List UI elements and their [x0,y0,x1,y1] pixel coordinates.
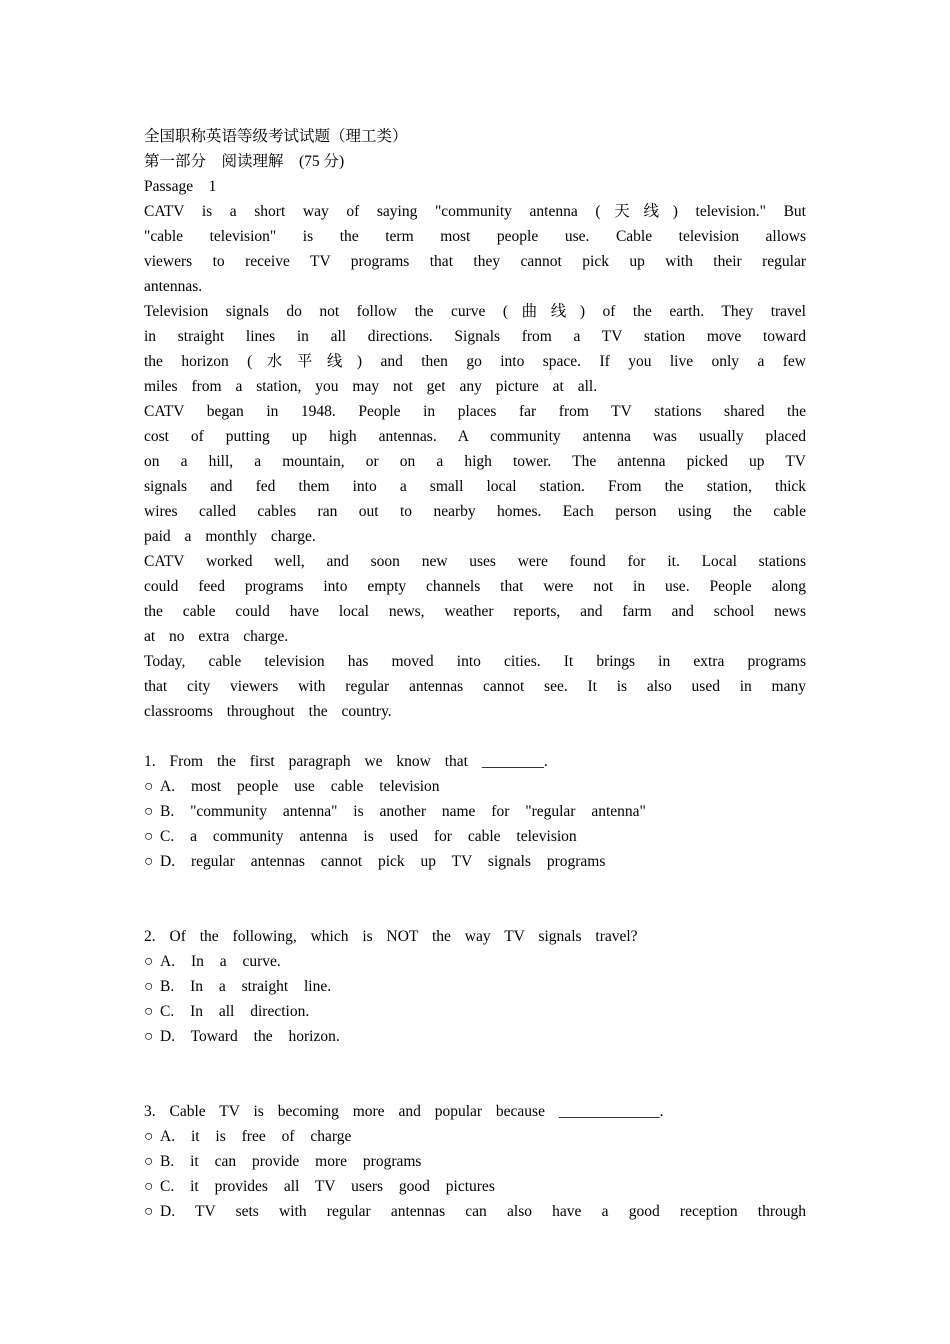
passage-line: that city viewers with regular antennas cannot see. It is also used in many [144,678,806,695]
spacer [144,1049,806,1074]
spacer [144,874,806,899]
passage-line: CATV worked well, and soon new uses were found for it. Local stations [144,553,806,570]
option-label: A. most people use cable television [160,778,440,795]
passage-line: on a hill, a mountain, or on a high tower. The antenna picked up TV [144,453,806,470]
passage-line: antennas. [144,278,203,295]
answer-option[interactable] [144,999,806,1024]
option-label: B. it can provide more programs [160,1153,422,1170]
option-label: B. "community antenna" is another name for "regular antenna" [160,803,646,820]
part-heading: 第一部分 阅读理解 (75 分) [144,153,345,170]
answer-option[interactable] [144,824,806,849]
passage-line: CATV is a short way of saying "community antenna (天线) television." But [144,203,806,220]
radio-icon[interactable]: ○ [144,803,154,820]
passage-line: paid a monthly charge. [144,528,316,545]
question-stem: 1. From the first paragraph we know that ________. [144,753,548,770]
exam-title: 全国职称英语等级考试试题（理工类） [144,128,408,145]
passage-line: cost of putting up high antennas. A community antenna was usually placed [144,428,806,445]
radio-icon[interactable]: ○ [144,778,154,795]
passage-line: could feed programs into empty channels that were not in use. People along [144,578,806,595]
option-label: D. Toward the horizon. [160,1028,340,1045]
answer-option[interactable] [144,1149,806,1174]
question-stem: 3. Cable TV is becoming more and popular because _____________. [144,1103,664,1120]
option-label: C. it provides all TV users good pictures [160,1178,495,1195]
option-label: A. In a curve. [160,953,281,970]
radio-icon[interactable]: ○ [144,1178,154,1195]
option-label: C. a community antenna is used for cable television [160,828,577,845]
spacer [144,724,806,749]
radio-icon[interactable]: ○ [144,1028,154,1045]
passage-line: viewers to receive TV programs that they cannot pick up with their regular [144,253,806,270]
answer-option[interactable] [144,1024,806,1049]
passage-line: wires called cables ran out to nearby homes. Each person using the cable [144,503,806,520]
passage-line: at no extra charge. [144,628,289,645]
radio-icon[interactable]: ○ [144,1203,154,1220]
passage-line: "cable television" is the term most people use. Cable television allows [144,228,806,245]
document-content [144,124,806,1224]
radio-icon[interactable]: ○ [144,853,154,870]
passage-line: Today, cable television has moved into cities. It brings in extra programs [144,653,806,670]
passage-line: miles from a station, you may not get any picture at all. [144,378,598,395]
answer-option[interactable] [144,1174,806,1199]
passage-line: CATV began in 1948. People in places far from TV stations shared the [144,403,806,420]
passage-line: the horizon (水平线) and then go into space. If you live only a few [144,353,806,370]
radio-icon[interactable]: ○ [144,1128,154,1145]
passage-line: the cable could have local news, weather reports, and farm and school news [144,603,806,620]
radio-icon[interactable]: ○ [144,1003,154,1020]
option-label: C. In all direction. [160,1003,310,1020]
option-label: B. In a straight line. [160,978,332,995]
question-stem: 2. Of the following, which is NOT the way TV signals travel? [144,928,638,945]
passage-heading: Passage 1 [144,178,217,195]
answer-option[interactable] [144,1124,806,1149]
radio-icon[interactable]: ○ [144,978,154,995]
spacer [144,899,806,924]
option-label: D. regular antennas cannot pick up TV signals programs [160,853,606,870]
radio-icon[interactable]: ○ [144,828,154,845]
option-label: A. it is free of charge [160,1128,352,1145]
radio-icon[interactable]: ○ [144,953,154,970]
passage-line: signals and fed them into a small local station. From the station, thick [144,478,806,495]
answer-option[interactable] [144,774,806,799]
spacer [144,1074,806,1099]
radio-icon[interactable]: ○ [144,1153,154,1170]
answer-option[interactable] [144,1199,806,1224]
passage-line: Television signals do not follow the curve (曲线) of the earth. They travel [144,303,806,320]
answer-option[interactable] [144,974,806,999]
passage-line: classrooms throughout the country. [144,703,392,720]
answer-option[interactable] [144,799,806,824]
answer-option[interactable] [144,849,806,874]
passage-line: in straight lines in all directions. Signals from a TV station move toward [144,328,806,345]
option-label: D. TV sets with regular antennas can also have a good reception through [160,1203,806,1220]
answer-option[interactable] [144,949,806,974]
